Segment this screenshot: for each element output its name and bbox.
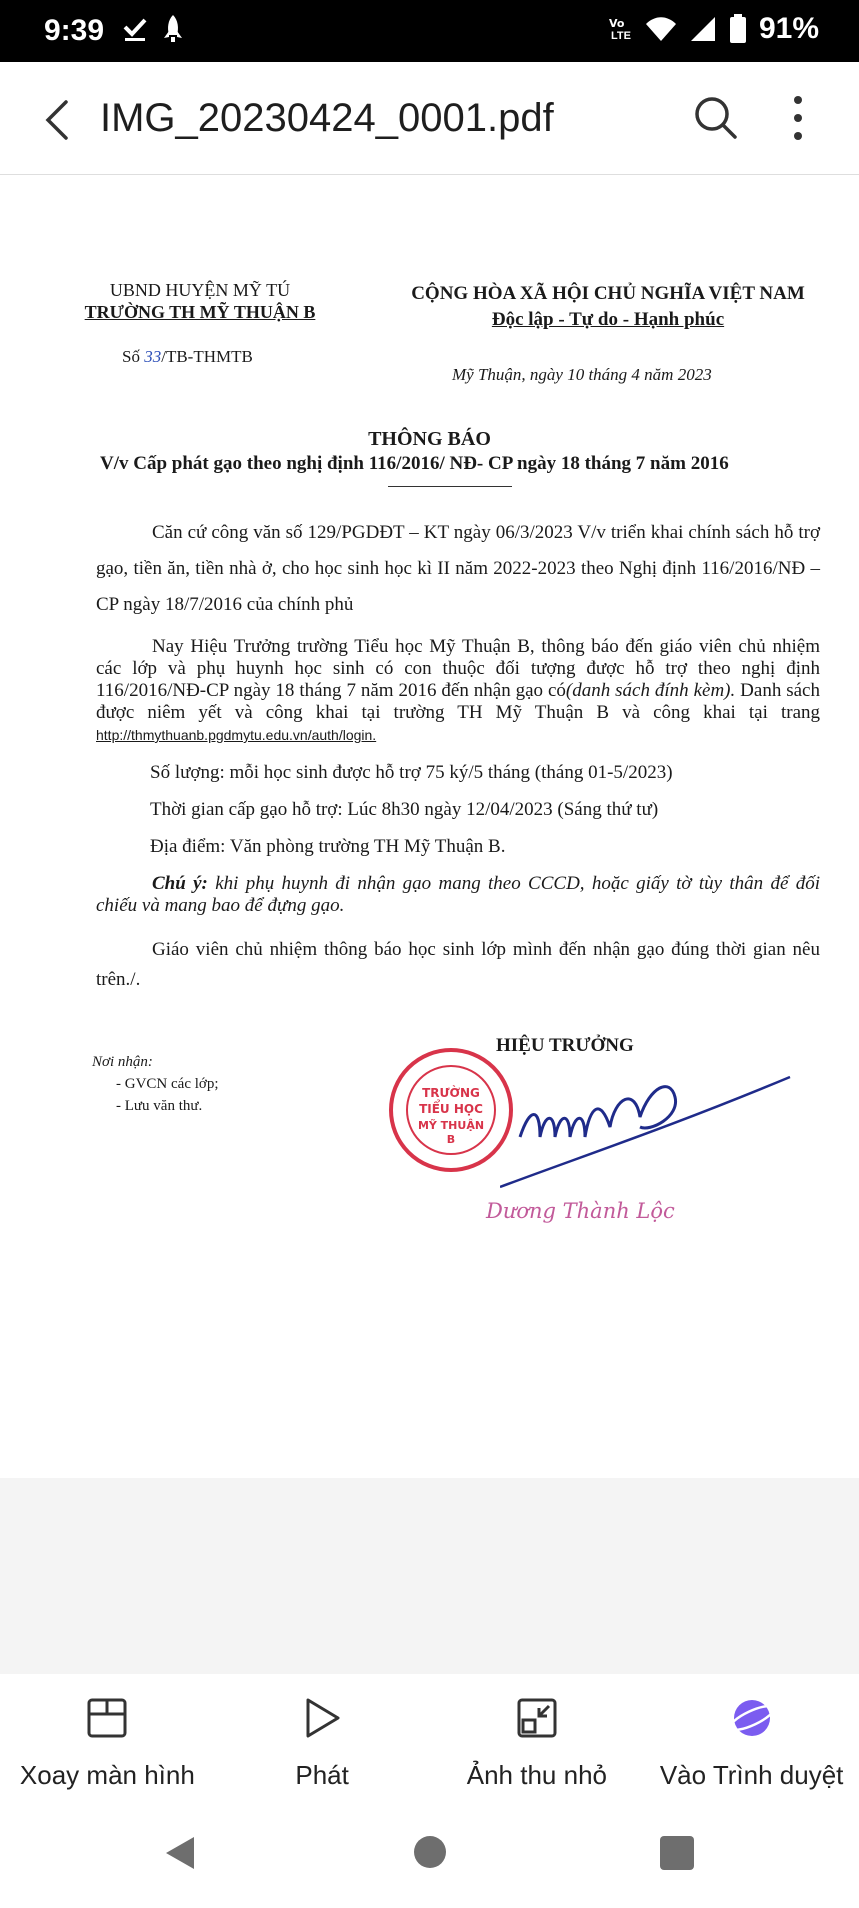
recipient-item: - Lưu văn thư. [116, 1098, 203, 1114]
download-done-icon [122, 15, 148, 43]
org-header [60, 279, 340, 323]
title-divider [388, 486, 512, 487]
lte-indicator: Vo LTE [609, 17, 633, 41]
rotate-screen-button[interactable] [0, 1674, 215, 1806]
play-label: Phát [295, 1760, 349, 1790]
system-nav-bar [0, 1806, 859, 1908]
country-line2: Độc lập - Tự do - Hạnh phúc [491, 309, 725, 330]
rotate-screen-label: Xoay màn hình [19, 1760, 195, 1790]
notice-title: THÔNG BÁO [368, 428, 491, 450]
back-chevron-icon[interactable] [38, 96, 78, 144]
open-browser-label: Vào Trình duyệt [659, 1760, 844, 1790]
browser-planet-icon [728, 1696, 776, 1740]
play-icon [300, 1696, 344, 1740]
school-stamp [386, 1045, 516, 1175]
battery-icon [729, 14, 747, 44]
svg-text:B: B [446, 1133, 456, 1146]
note-paragraph: Chú ý: khi phụ huynh đi nhận gạo mang theo CCCD, hoặc giấy tờ tùy thân để đối chiếu và mang bao để đựng gạo. [96, 873, 820, 916]
rotate-screen-icon [85, 1696, 129, 1740]
nav-back-icon[interactable] [162, 1834, 198, 1872]
document-number: Số 33/TB-THMTB [122, 347, 253, 366]
svg-text:TRƯỜNG: TRƯỜNG [422, 1086, 480, 1100]
recipients-title: Nơi nhận: [92, 1054, 153, 1070]
location-line: Địa điểm: Văn phòng trường TH Mỹ Thuận B. [150, 836, 506, 857]
play-button[interactable] [215, 1674, 430, 1806]
thumbnail-icon [515, 1696, 559, 1740]
thumbnail-label: Ảnh thu nhỏ [466, 1760, 607, 1790]
org-line1: UBND HUYỆN MỸ TÚ [109, 280, 291, 300]
nav-recent-icon[interactable] [660, 1836, 694, 1870]
quantity-line: Số lượng: mỗi học sinh được hỗ trợ 75 ký/5 tháng (tháng 01-5/2023) [150, 762, 673, 783]
wifi-icon [645, 16, 677, 42]
svg-text:Vo: Vo [608, 17, 625, 29]
paragraph-1: Căn cứ công văn số 129/PGDĐT – KT ngày 06/3/2023 V/v triển khai chính sách hỗ trợ gạo, tiền ăn, tiền nhà ở, cho học sinh học kì II năm 2022-2023 theo Nghị định 116/2016/NĐ – CP ngày 18/7/2016 của chính phủ [96, 522, 820, 615]
time-line: Thời gian cấp gạo hỗ trợ: Lúc 8h30 ngày 12/04/2023 (Sáng thứ tư) [150, 799, 659, 820]
search-icon[interactable] [692, 94, 738, 140]
bottom-toolbar [0, 1674, 859, 1806]
svg-text:TIỂU HỌC: TIỂU HỌC [419, 1102, 483, 1116]
svg-text:MỸ THUẬN: MỸ THUẬN [417, 1119, 485, 1132]
signal-icon [609, 17, 633, 29]
status-time: 9:39 [44, 14, 105, 47]
page-gap [0, 1478, 859, 1674]
signer-name: Dương Thành Lộc [486, 1199, 675, 1223]
file-title: IMG_20230424_0001.pdf [100, 96, 554, 140]
country-line1: CỘNG HÒA XÃ HỘI CHỦ NGHĨA VIỆT NAM [411, 283, 805, 304]
recipient-item: - GVCN các lớp; [116, 1076, 219, 1092]
battery-level: 91% [758, 12, 819, 45]
signer-title: HIỆU TRƯỞNG [496, 1035, 634, 1056]
more-vert-icon[interactable] [780, 94, 816, 142]
handwritten-signature [500, 1037, 800, 1217]
thumbnail-button[interactable] [430, 1674, 645, 1806]
recipients-block [92, 1051, 219, 1117]
school-link[interactable]: http://thmythuanb.pgdmytu.edu.vn/auth/login. [96, 727, 377, 743]
paragraph-2: Nay Hiệu Trưởng trường Tiểu học Mỹ Thuận B, thông báo đến giáo viên chủ nhiệm các lớp và phụ huynh học sinh có con thuộc đối tượng được hỗ trợ theo nghị định 116/2016/NĐ-CP ngày 18 tháng 7 năm 2016 đến nhận gạo có(danh sách đính kèm). Danh sách được niêm yết và công khai tại trường TH Mỹ Thuận B và công khai tại trang http://thmythuanb.pgdmytu.edu.vn/auth/login. [96, 636, 820, 743]
open-browser-button[interactable] [644, 1674, 859, 1806]
pdf-page[interactable] [0, 175, 859, 1478]
app-bar [0, 62, 859, 175]
notice-subject: V/v Cấp phát gạo theo nghị định 116/2016/ NĐ- CP ngày 18 tháng 7 năm 2016 [100, 453, 729, 474]
document-date: Mỹ Thuận, ngày 10 tháng 4 năm 2023 [452, 365, 712, 384]
org-line2: TRƯỜNG TH MỸ THUẬN B [84, 302, 316, 322]
status-bar [0, 0, 859, 62]
rocket-icon [162, 14, 184, 44]
cell-signal-icon [689, 16, 717, 42]
closing-paragraph: Giáo viên chủ nhiệm thông báo học sinh lớp mình đến nhận gạo đúng thời gian nêu trên./. [96, 939, 820, 990]
country-header [388, 281, 828, 333]
nav-home-icon[interactable] [414, 1836, 446, 1868]
